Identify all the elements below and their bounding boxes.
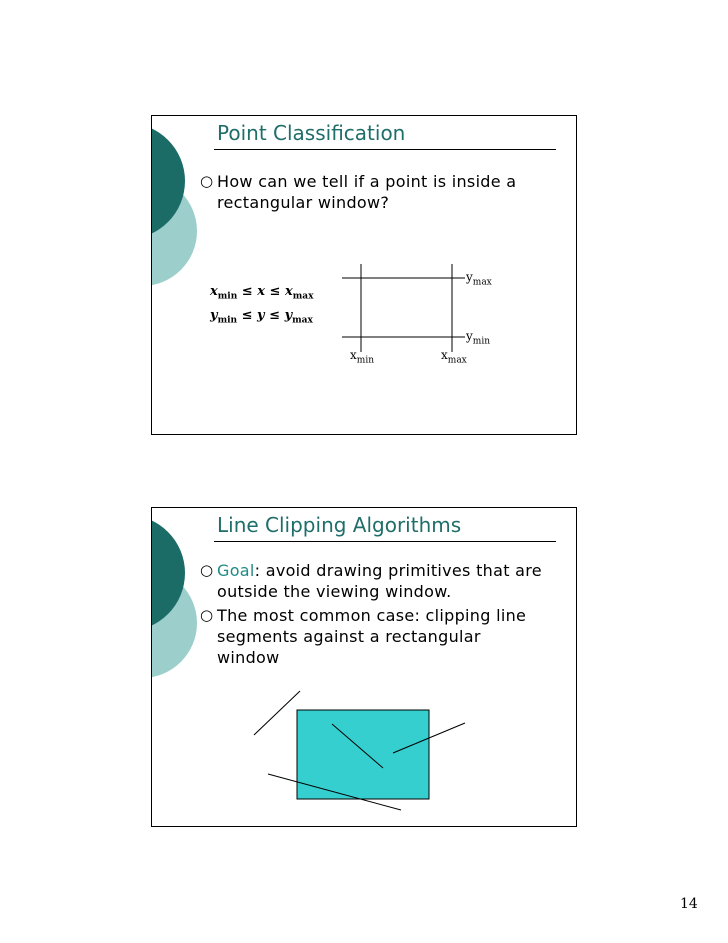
bullet-marker-icon: ○: [200, 561, 214, 579]
x-inequality: $x_{min} \le x \le x_{max}$: [210, 284, 314, 302]
window-bounds-diagram: [152, 116, 577, 435]
bullet-text-line: The most common case: clipping line: [217, 606, 527, 625]
slide-title: Line Clipping Algorithms: [217, 513, 462, 537]
bullet-marker-icon: ○: [200, 172, 214, 190]
xmin-label: $x_{min}$: [350, 348, 374, 366]
bullet-text-line: Goal: avoid drawing primitives that are: [217, 561, 542, 580]
ymin-label: $y_{min}$: [466, 329, 490, 347]
goal-highlight: Goal: [217, 561, 255, 580]
ymax-label: $y_{max}$: [466, 270, 492, 288]
bullet-text-line: rectangular window?: [217, 193, 390, 212]
xmax-label: $x_{max}$: [441, 348, 467, 366]
bullet-text-line: outside the viewing window.: [217, 582, 452, 601]
bullet-marker-icon: ○: [200, 606, 214, 624]
bullet-text-line: segments against a rectangular: [217, 627, 481, 646]
y-inequality: $y_{min} \le y \le y_{max}$: [210, 308, 313, 326]
bullet-text-line: How can we tell if a point is inside a: [217, 172, 517, 191]
clip-window: [297, 710, 429, 799]
bullet-text-line: window: [217, 648, 280, 667]
slide-title: Point Classification: [217, 121, 406, 145]
line-clipping-diagram: [152, 508, 577, 827]
line-segment: [254, 691, 300, 735]
page-number: 14: [680, 896, 698, 912]
slide-line-clipping: [151, 507, 577, 827]
slide-point-classification: [151, 115, 577, 435]
